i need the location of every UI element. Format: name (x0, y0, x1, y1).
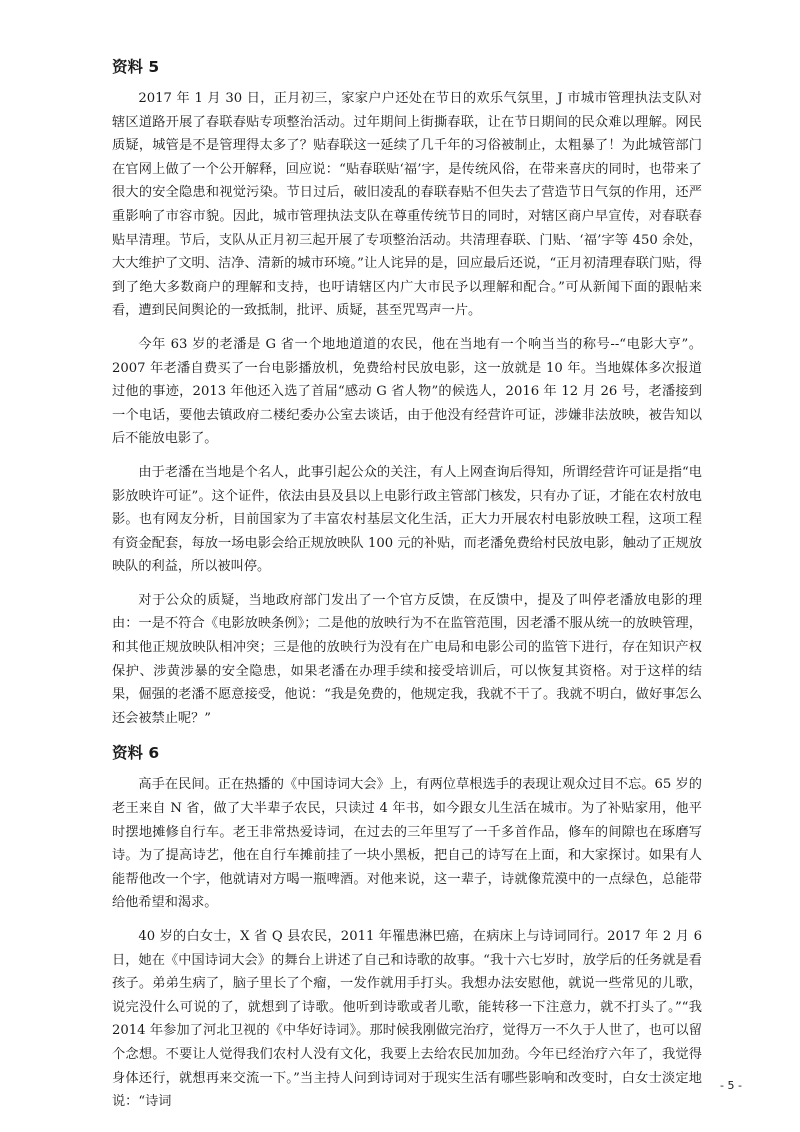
paragraph: 高手在民间。正在热播的《中国诗词大会》上，有两位草根选手的表现让观众过目不忘。65 岁的老王来自 N 省，做了大半辈子农民，只读过 4 年书，如今跟女儿生活在城市。为了补贴家用，他平时摆地摊修自行车。老王非常热爱诗词，在过去的三年里写了一千多首作品，修车的间隙也在琢磨写诗。为了提高诗艺，他在自行车摊前挂了一块小黑板，把自己的诗写在上面，和大家探讨。如果有人能帮他改一个字，他就请对方喝一瓶啤酒。对他来说，这一辈子，诗就像荒漠中的一点绿色，总能带给他希望和渴求。 (112, 777, 702, 911)
paragraph: 2017 年 1 月 30 日，正月初三，家家户户还处在节日的欢乐气氛里，J 市城市管理执法支队对辖区道路开展了春联春贴专项整治活动。过年期间上街撕春联，让在节日期间的民众难以理解。网民质疑，城管是不是管理得太多了？贴春联这一延续了几千年的习俗被制止，太粗暴了！为此城管部门在官网上做了一个公开解释，回应说：“贴春联贴‘福’字，是传统风俗，在带来喜庆的同时，也带来了很大的安全隐患和视觉污染。节日过后，破旧凌乱的春联春贴不但失去了营造节日气氛的作用，还严重影响了市容市貌。因此，城市管理执法支队在尊重传统节日的同时，对辖区商户早宣传，对春联春贴早清理。节后，支队从正月初三起开展了专项整治活动。共清理春联、门贴、‘福’字等 450 余处，大大维护了文明、洁净、清新的城市环境。”让人诧异的是，回应最后还说，“正月初清理春联门贴，得到了绝大多数商户的理解和支持，也吁请辖区内广大市民予以理解和配合。”可从新闻下面的跟帖来看，遭到民间舆论的一致抵制，批评、质疑，甚至咒骂声一片。 (112, 91, 702, 319)
paragraph: 40 岁的白女士，X 省 Q 县农民，2011 年罹患淋巴癌，在病床上与诗词同行。2017 年 2 月 6 日，她在《中国诗词大会》的舞台上讲述了自己和诗歌的故事。“我十六七岁时，放学后的任务就是看孩子。弟弟生病了，脑子里长了个瘤，一发作就用手打头。我想办法安慰他，就说一些常见的儿歌，说完没什么可说的了，就想到了诗歌。他听到诗歌或者儿歌，能转移一下注意力，就不打头了。”“我 2014 年参加了河北卫视的《中华好诗词》。那时候我刚做完治疗，觉得万一不久于人世了，也可以留个念想。不要让人觉得我们农村人没有文化，我要上去给农民加加劲。今年已经治疗六年了，我觉得身体还行，就想再来交流一下。”当主持人问到诗词对于现实生活有哪些影响和改变时，白女士淡定地说：“诗词 (112, 929, 702, 1110)
section-material-6 (112, 740, 702, 1113)
paragraph: 今年 63 岁的老潘是 G 省一个地地道道的农民，他在当地有一个响当当的称号--“电影大亨”。2007 年老潘自费买了一台电影播放机，免费给村民放电影，这一放就是 10 年。当地媒体多次报道过他的事迹，2013 年他还入选了首届“感动 G 省人物”的候选人，2016 年 12 月 26 号，老潘接到一个电话，要他去镇政府二楼纪委办公室去谈话，由于他没有经营许可证，涉嫌非法放映，被告知以后不能放电影了。 (112, 336, 702, 447)
document-page (112, 54, 702, 1124)
paragraph: 对于公众的质疑，当地政府部门发出了一个官方反馈，在反馈中，提及了叫停老潘放电影的理由：一是不符合《电影放映条例》；二是他的放映行为不在监管范围，因老潘不服从统一的放映管理，和其他正规放映队相冲突；三是他的放映行为没有在广电局和电影公司的监管下进行，存在知识产权保护、涉黄涉暴的安全隐患，如果老潘在办理手续和接受培训后，可以恢复其资格。对于这样的结果，倔强的老潘不愿意接受，他说：“我是免费的，他规定我，我就不干了。我就不明白，做好事怎么还会被禁止呢？” (112, 592, 702, 726)
section-material-5 (112, 54, 702, 730)
section-heading: 资料 6 (112, 744, 160, 763)
paragraph: 由于老潘在当地是个名人，此事引起公众的关注，有人上网查询后得知，所谓经营许可证是指“电影放映许可证”。这个证件，依法由县及县以上电影行政主管部门核发，只有办了证，才能在农村放电影。也有网友分析，目前国家为了丰富农村基层文化生活，正大力开展农村电影放映工程，这项工程有资金配套，每放一场电影会给正规放映队 100 元的补贴，而老潘免费给村民放电影，触动了正规放映队的利益，所以被叫停。 (112, 464, 702, 575)
page-number: - 5 - (720, 1079, 742, 1092)
section-heading: 资料 5 (112, 58, 160, 76)
